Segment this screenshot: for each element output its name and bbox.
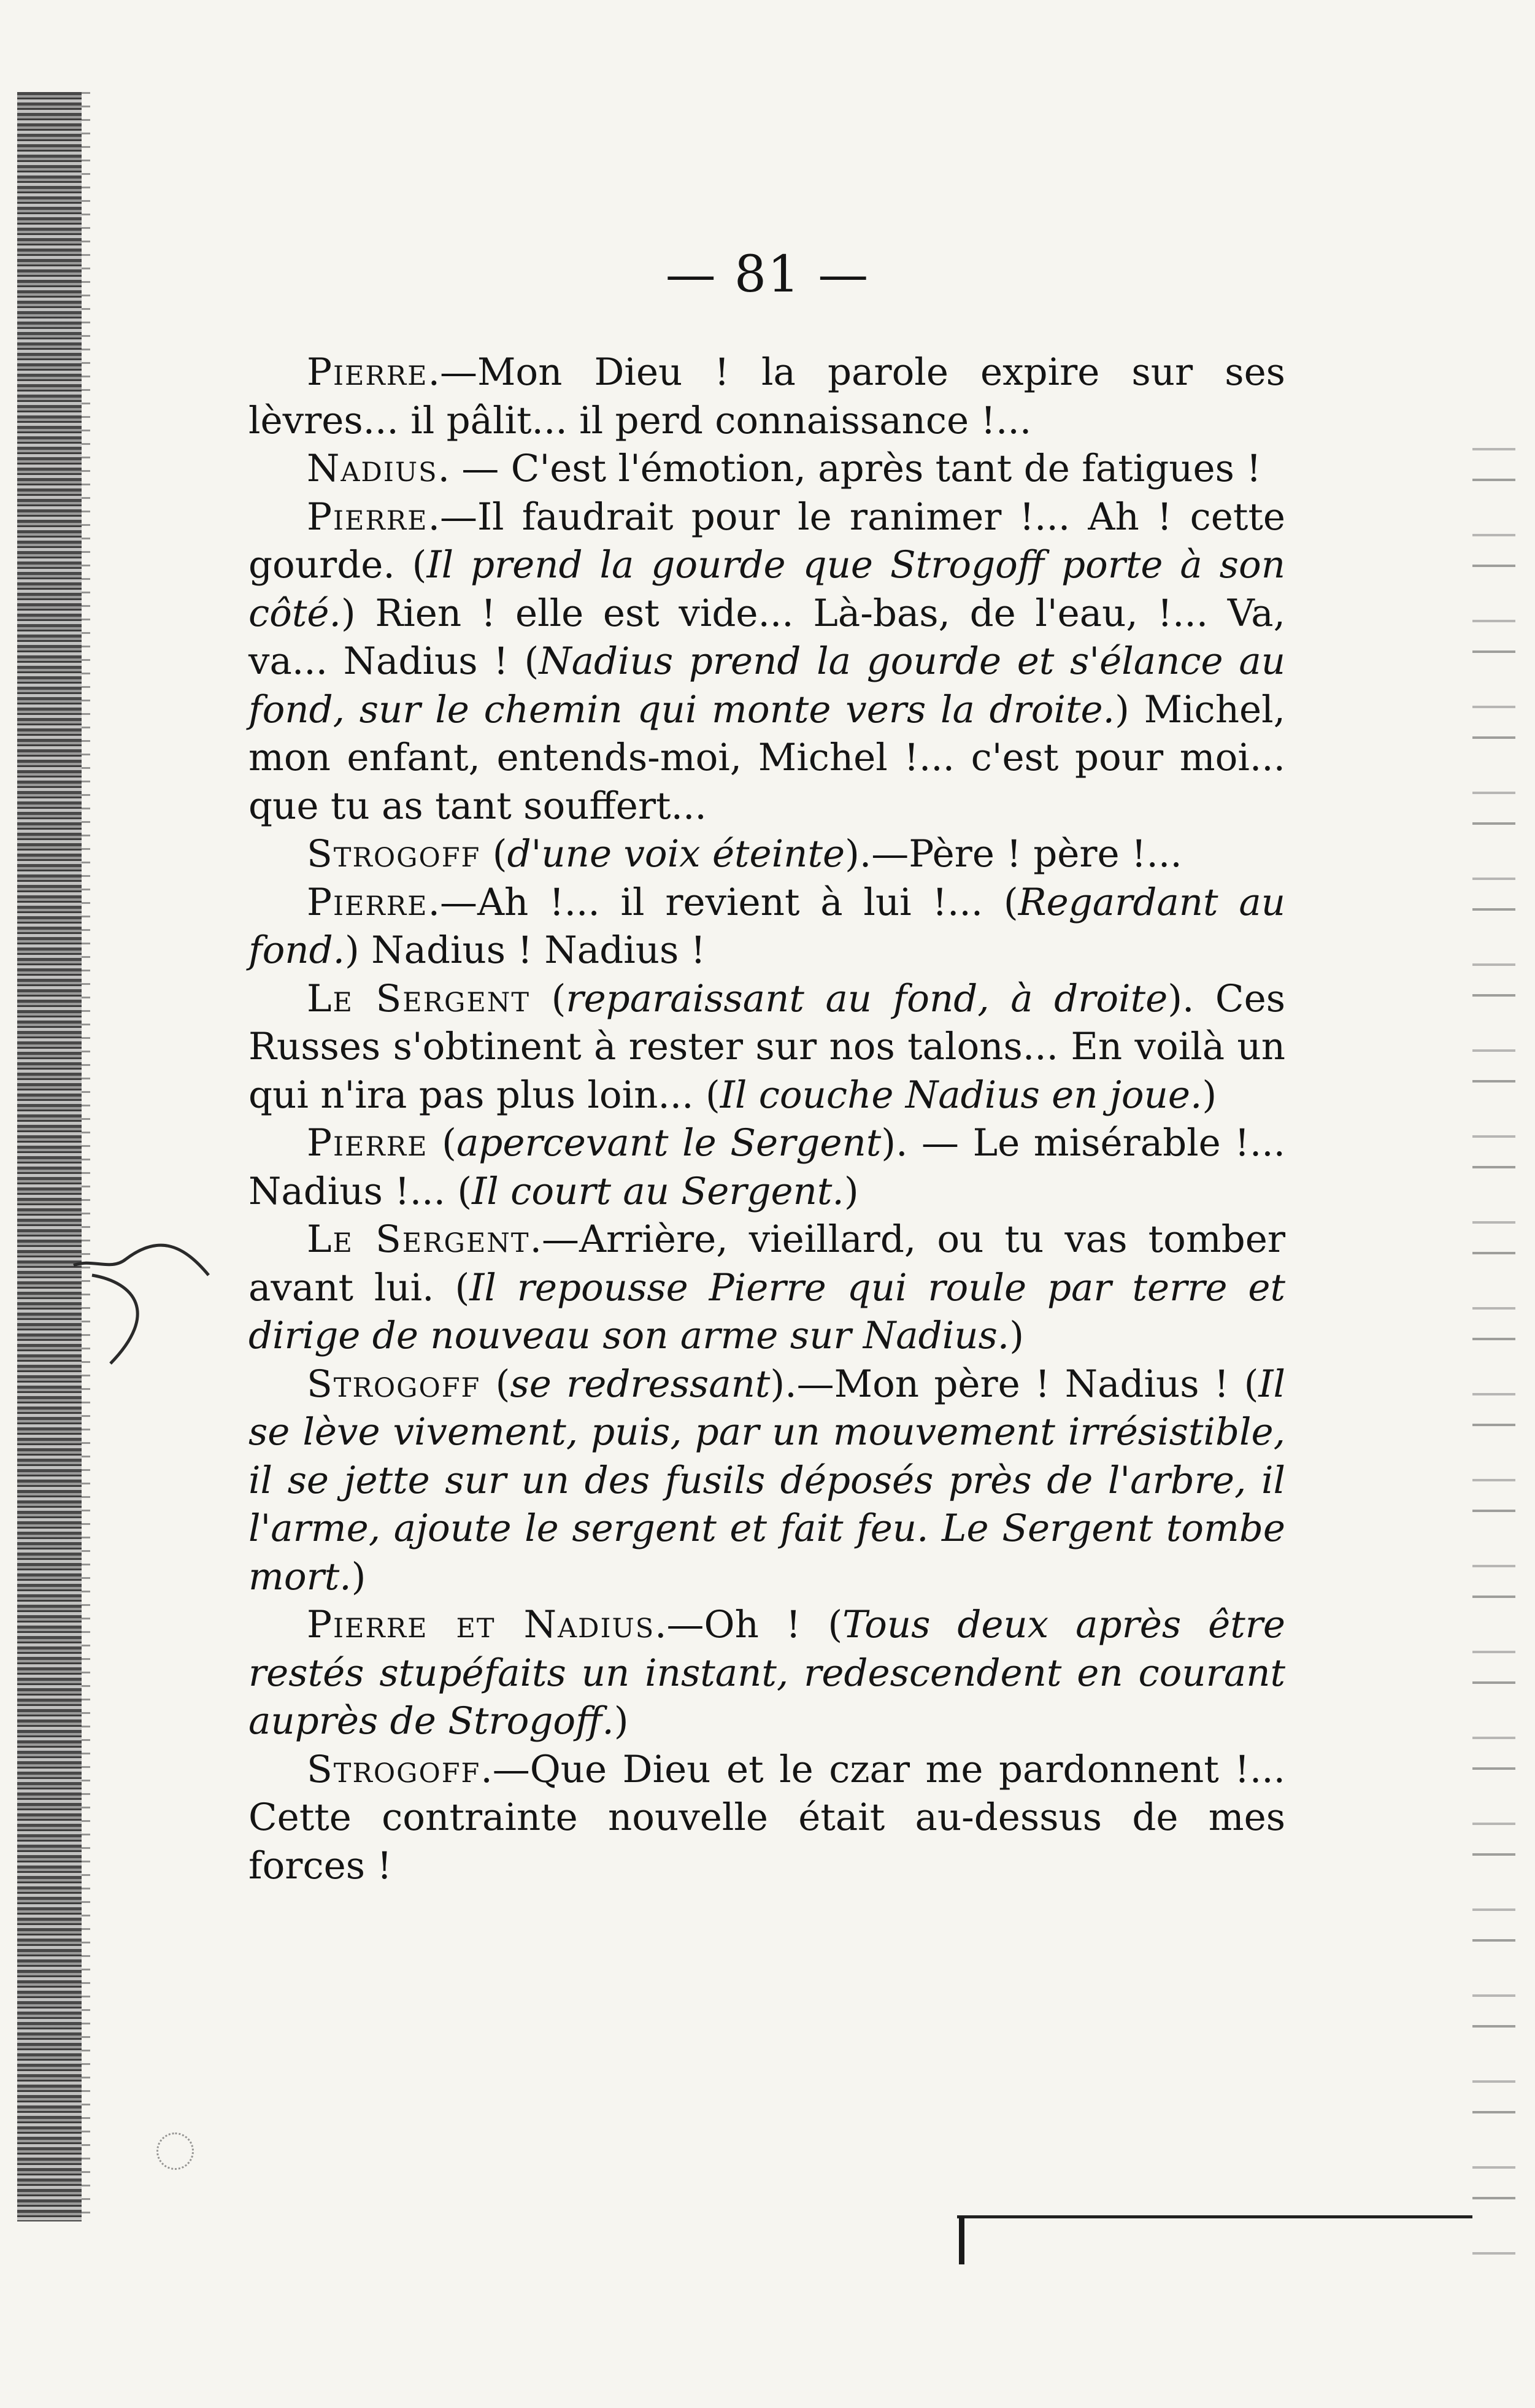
stage-direction: Regardant au fond. — [248, 880, 1285, 972]
paragraph — [248, 1216, 1285, 1360]
speaker-name: Pierre — [307, 1121, 428, 1165]
stage-direction: apercevant le Sergent — [456, 1121, 882, 1165]
dialogue-text: ). Ces Russes s'obtinent à rester sur nos talons... En voilà un qui n'ira pas plus loin... ( — [248, 976, 1285, 1117]
dialogue-text: ).—Mon père ! Nadius ! ( — [770, 1362, 1259, 1406]
speaker-name: Le Sergent — [307, 976, 531, 1021]
bottom-tick — [959, 2217, 964, 2264]
stage-direction: Nadius prend la gourde et s'élance au fond, sur le chemin qui monte vers la droite. — [248, 639, 1285, 731]
dialogue-text: .—Oh ! ( — [655, 1603, 843, 1646]
speaker-name: Pierre — [307, 880, 428, 924]
speaker-name: Pierre — [307, 350, 428, 394]
dialogue-text: ( — [480, 1362, 510, 1406]
dialogue-text: ( — [480, 832, 507, 876]
dialogue-text: ) Michel, mon enfant, entends-moi, Michel !... c'est pour moi... que tu as tant souffert... — [248, 687, 1286, 828]
dialogue-text: ) — [614, 1699, 629, 1743]
speaker-name: Strogoff — [307, 832, 481, 876]
dialogue-text: .—Mon Dieu ! la parole expire sur ses lèvres... il pâlit... il perd connaissance !... — [248, 350, 1285, 442]
speaker-name: Pierre et Nadius — [307, 1603, 655, 1646]
paragraph — [248, 1746, 1285, 1891]
stage-direction: reparaissant au fond, à droite — [566, 976, 1168, 1021]
page-number: — 81 — — [665, 245, 870, 304]
dialogue-text: ). — Le misérable !... Nadius !... ( — [248, 1121, 1285, 1213]
paragraph — [248, 1119, 1285, 1216]
stage-direction: d'une voix éteinte — [507, 832, 845, 876]
pencil-mark — [67, 1221, 227, 1381]
binding-shadow — [17, 92, 82, 2221]
dialogue-text: ).—Père ! père !... — [845, 832, 1182, 876]
stage-direction: Il couche Nadius en joue. — [720, 1073, 1202, 1117]
dialogue-text: . — C'est l'émotion, après tant de fatigues ! — [437, 447, 1261, 490]
dialogue-text: ) — [1009, 1314, 1025, 1357]
stage-direction: Il repousse Pierre qui roule par terre et dirige de nouveau son arme sur Nadius. — [248, 1265, 1285, 1357]
dialogue-text: ) — [844, 1169, 859, 1213]
paragraph — [248, 1601, 1285, 1746]
dialogue-text: ( — [530, 976, 566, 1021]
dialogue-text: .—Arrière, vieillard, ou tu vas tomber avant lui. ( — [248, 1218, 1285, 1310]
paragraph — [248, 349, 1285, 445]
stage-direction: Il court au Sergent. — [472, 1169, 844, 1213]
paragraph — [248, 879, 1285, 975]
page-edge-marks — [1472, 430, 1515, 2271]
speaker-name: Pierre — [307, 495, 428, 539]
dialogue-text: .—Il faudrait pour le ranimer !... Ah ! cette gourde. ( — [248, 495, 1285, 587]
ink-smudge — [156, 2132, 194, 2170]
paragraph — [248, 445, 1285, 493]
speaker-name: Nadius — [307, 447, 438, 490]
play-text — [248, 349, 1285, 1890]
dialogue-text: ) — [351, 1554, 366, 1599]
dialogue-text: ( — [428, 1121, 456, 1165]
stage-direction: Il se lève vivement, puis, par un mouvement irrésistible, il se jette sur un des fusils déposés près de l'arbre, il l'arme, ajoute le sergent et fait feu. Le Sergent tombe mort. — [248, 1362, 1286, 1599]
paragraph — [248, 975, 1285, 1120]
dialogue-text: .—Que Dieu et le czar me pardonnent !... Cette contrainte nouvelle était au-dessus de mes forces ! — [248, 1747, 1285, 1888]
paragraph — [248, 1360, 1285, 1602]
bottom-rule — [957, 2215, 1472, 2218]
speaker-name: Strogoff — [307, 1747, 481, 1791]
dialogue-text: ) — [1202, 1073, 1217, 1117]
dialogue-text: ) Nadius ! Nadius ! — [345, 928, 706, 972]
speaker-name: Strogoff — [307, 1362, 481, 1406]
paragraph — [248, 493, 1285, 831]
dialogue-text: ) Rien ! elle est vide... Là-bas, de l'eau, !... Va, va... Nadius ! ( — [248, 591, 1285, 683]
paragraph — [248, 830, 1285, 879]
speaker-name: Le Sergent — [307, 1218, 530, 1261]
stage-direction: se redressant — [510, 1362, 771, 1406]
binding-edge — [82, 92, 90, 2221]
stage-direction: Tous deux après être restés stupéfaits un instant, redescendent en courant auprès de Strogoff. — [248, 1603, 1286, 1743]
dialogue-text: .—Ah !... il revient à lui !... ( — [428, 880, 1018, 924]
stage-direction: Il prend la gourde que Strogoff porte à son côté. — [248, 543, 1285, 635]
